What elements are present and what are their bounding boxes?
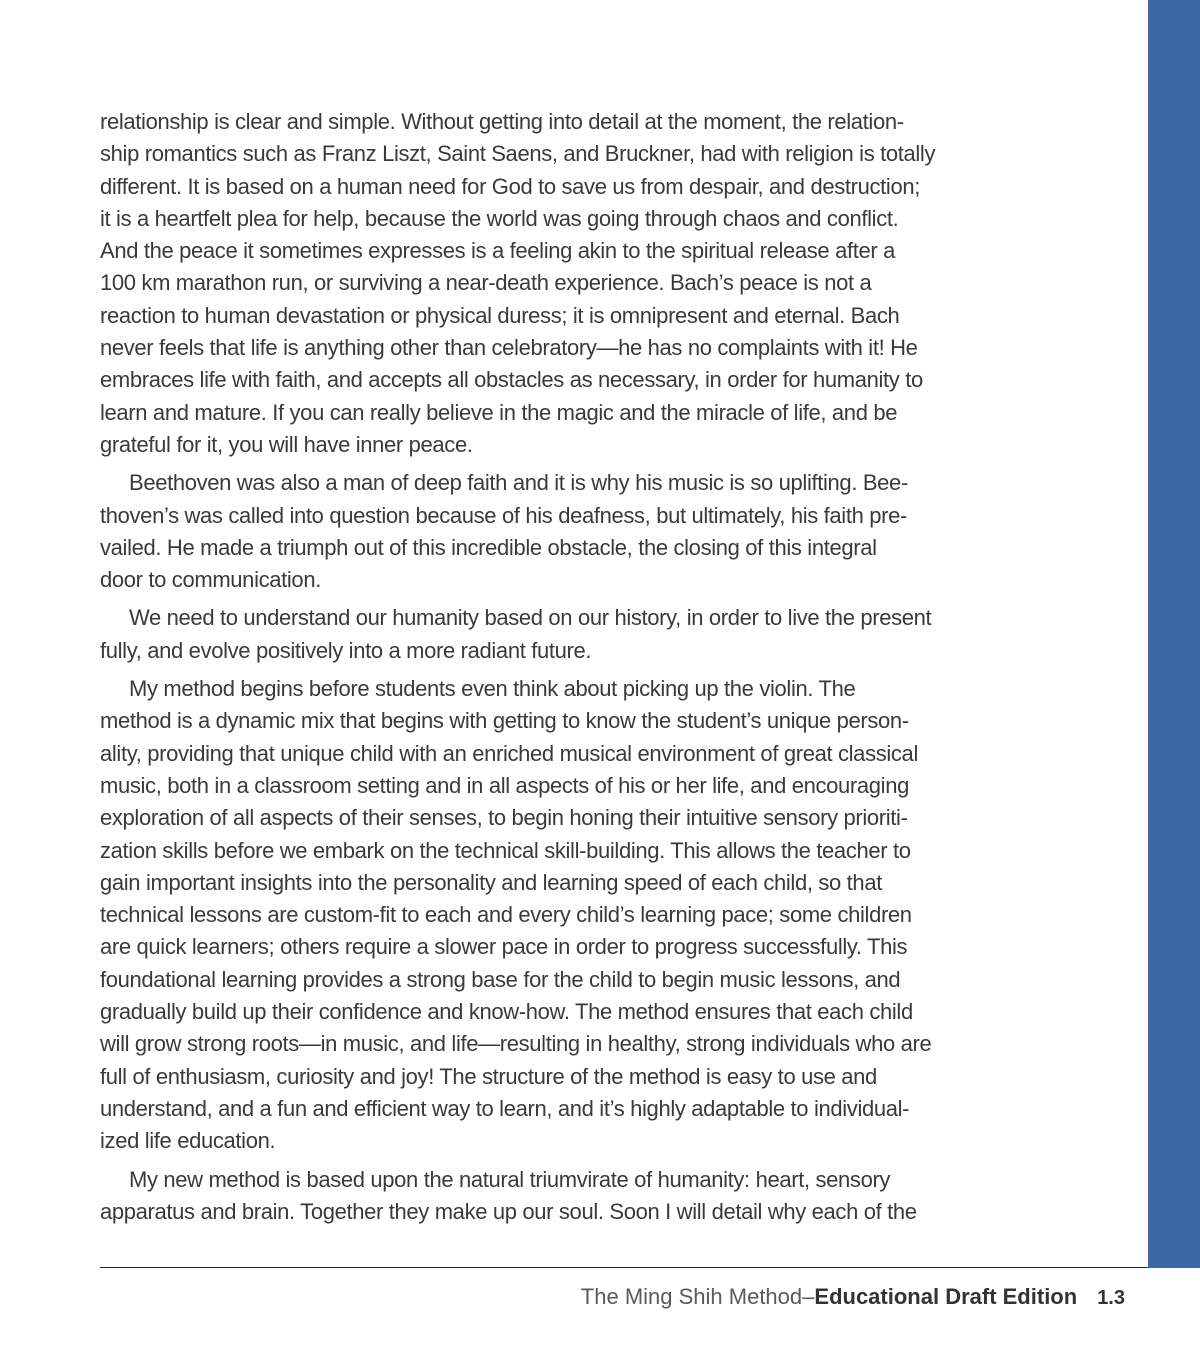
paragraph	[100, 106, 1100, 461]
text-line: are quick learners; others require a slower pace in order to progress successfully. This	[100, 934, 908, 960]
text-line: door to communication.	[100, 567, 321, 593]
footer-book-title: The Ming Shih Method	[580, 1284, 803, 1309]
text-line: relationship is clear and simple. Without getting into detail at the moment, the relation-	[100, 109, 904, 134]
text-line: foundational learning provides a strong base for the child to begin music lessons, and	[100, 966, 901, 992]
footer-divider	[100, 1267, 1148, 1268]
text-line: We need to understand our humanity based on our history, in order to live the present	[129, 605, 932, 631]
footer-separator: –	[802, 1284, 815, 1309]
text-line: And the peace it sometimes expresses is a feeling akin to the spiritual release after a	[100, 238, 895, 264]
text-line: My method begins before students even think about picking up the violin. The	[129, 676, 856, 702]
text-line: learn and mature. If you can really believe in the magic and the miracle of life, and be	[100, 399, 898, 425]
text-line: zation skills before we embark on the technical skill-building. This allows the teacher to	[100, 837, 911, 863]
text-line: full of enthusiasm, curiosity and joy! The structure of the method is easy to use and	[100, 1063, 877, 1089]
text-line: music, both in a classroom setting and in all aspects of his or her life, and encouraging	[100, 772, 909, 798]
text-line: grateful for it, you will have inner peace.	[100, 431, 473, 457]
paragraph	[100, 602, 1100, 667]
text-line: thoven’s was called into question because of his deafness, but ultimately, his faith pre-	[100, 502, 907, 528]
page-footer	[581, 1282, 1125, 1313]
text-line: apparatus and brain. Together they make up our soul. Soon I will detail why each of the	[100, 1198, 917, 1224]
text-line: understand, and a fun and efficient way to learn, and it’s highly adaptable to individual-	[100, 1095, 910, 1121]
footer-edition: Educational Draft Edition	[814, 1284, 1078, 1309]
text-line: fully, and evolve positively into a more radiant future.	[100, 637, 592, 663]
body-text	[100, 106, 1100, 1228]
text-line: different. It is based on a human need for God to save us from despair, and destruction;	[100, 173, 920, 199]
text-line: ship romantics such as Franz Liszt, Saint Saens, and Bruckner, had with religion is totally	[100, 141, 936, 167]
page-number: 1.3	[1097, 1287, 1125, 1309]
text-line: 100 km marathon run, or surviving a near-death experience. Bach’s peace is not a	[100, 270, 872, 296]
text-line: technical lessons are custom-fit to each and every child’s learning pace; some children	[100, 902, 912, 928]
text-line: never feels that life is anything other than celebratory—he has no complaints with it! He	[100, 335, 918, 361]
text-line: it is a heartfelt plea for help, because the world was going through chaos and conflict.	[100, 205, 899, 231]
paragraph	[100, 673, 1100, 1157]
text-line: embraces life with faith, and accepts all obstacles as necessary, in order for humanity to	[100, 367, 923, 393]
text-line: gain important insights into the personality and learning speed of each child, so that	[100, 869, 882, 895]
text-line: My new method is based upon the natural triumvirate of humanity: heart, sensory	[129, 1166, 891, 1192]
text-line: exploration of all aspects of their senses, to begin honing their intuitive sensory prioriti-	[100, 805, 908, 831]
paragraph	[100, 467, 1100, 596]
text-line: method is a dynamic mix that begins with getting to know the student’s unique person-	[100, 708, 909, 734]
text-line: will grow strong roots—in music, and life—resulting in healthy, strong individuals who are	[100, 1031, 932, 1057]
paragraph	[100, 1164, 1100, 1229]
text-line: gradually build up their confidence and know-how. The method ensures that each child	[100, 999, 913, 1025]
text-line: reaction to human devastation or physical duress; it is omnipresent and eternal. Bach	[100, 302, 900, 328]
text-line: ality, providing that unique child with an enriched musical environment of great classical	[100, 740, 918, 766]
side-color-band	[1148, 0, 1200, 1268]
text-line: ized life education.	[100, 1128, 276, 1154]
text-line: vailed. He made a triumph out of this incredible obstacle, the closing of this integral	[100, 534, 877, 560]
text-line: Beethoven was also a man of deep faith and it is why his music is so uplifting. Bee-	[129, 470, 908, 496]
